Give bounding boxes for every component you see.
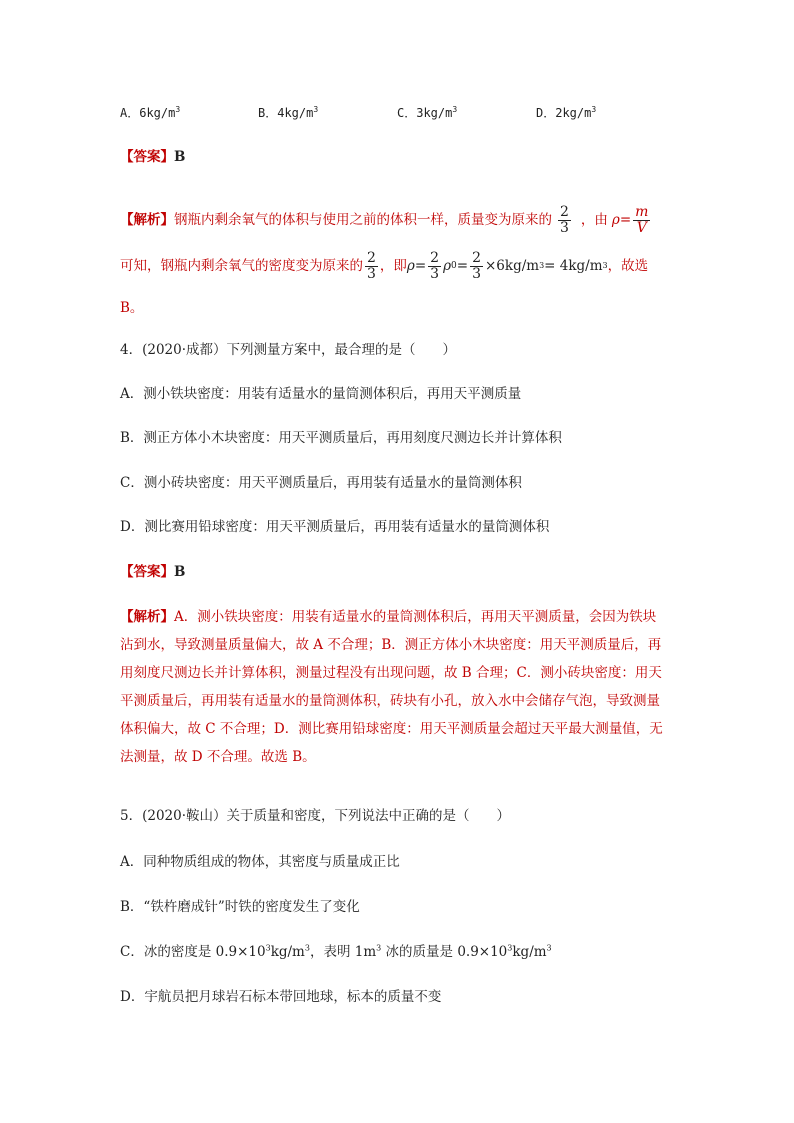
q4-analysis-line-5: 体积偏大，故 C 不合理；D．测比赛用铅球密度：用天平测质量会超过天平最大测量值，无 bbox=[120, 721, 663, 737]
q5-option-a: A．同种物质组成的物体，其密度与质量成正比 bbox=[120, 854, 400, 870]
q5-option-d: D．宇航员把月球岩石标本带回地球，标本的质量不变 bbox=[120, 989, 442, 1005]
q3-option-a: A．$6kg/m^3$ bbox=[120, 105, 181, 120]
q5-option-b: B．“铁杵磨成针”时铁的密度发生了变化 bbox=[120, 899, 360, 915]
q3-option-c: C．$3kg/m^3$ bbox=[397, 105, 458, 120]
q4-analysis-line-2: 沾到水，导致测量质量偏大，故 A 不合理；B．测正方体小木块密度：用天平测质量后，再 bbox=[120, 637, 662, 653]
q4-analysis-line-3: 用刻度尺测边长并计算体积，测量过程没有出现问题，故 B 合理；C．测小砖块密度：用天 bbox=[120, 665, 662, 681]
q4-option-c: C．测小砖块密度：用天平测质量后，再用装有适量水的量筒测体积 bbox=[120, 475, 522, 491]
q4-answer: 【答案】B bbox=[120, 564, 186, 580]
q4-option-a: A．测小铁块密度：用装有适量水的量筒测体积后，再用天平测质量 bbox=[120, 386, 522, 402]
q3-analysis-line-3: B。 bbox=[120, 300, 144, 316]
q3-option-d: D．$2kg/m^3$ bbox=[536, 105, 597, 120]
q3-option-b: B．$4kg/m^3$ bbox=[258, 105, 319, 120]
q4-option-d: D．测比赛用铅球密度：用天平测质量后，再用装有适量水的量筒测体积 bbox=[120, 519, 550, 535]
fraction-two-thirds: $\frac{2}{3}$ bbox=[367, 249, 376, 282]
q4-analysis-line-1: 【解析】A．测小铁块密度：用装有适量水的量筒测体积后，再用天平测质量，会因为铁块 bbox=[120, 609, 657, 625]
q4-analysis-line-4: 平测质量后，再用装有适量水的量筒测体积，砖块有小孔，放入水中会储存气泡，导致测量 bbox=[120, 693, 660, 709]
q3-analysis-line-2: 可知，钢瓶内剩余氧气的密度变为原来的 $\frac{2}{3}$ ，即 ρ = $\frac{2}{3}$ ρ 0 = $\frac{2}{3}$ ×6kg/m 3 = 4kg/m 3 ，故选 bbox=[120, 249, 649, 282]
q4-option-b: B．测正方体小木块密度：用天平测质量后，再用刻度尺测边长并计算体积 bbox=[120, 430, 562, 446]
fraction-m-over-v: $\frac{m}{V}$ bbox=[635, 203, 649, 236]
q4-analysis-line-6: 法测量，故 D 不合理。故选 B。 bbox=[120, 749, 316, 765]
density-equation: ρ = $\frac{2}{3}$ ρ 0 = $\frac{2}{3}$ ×6kg/m 3 = 4kg/m 3 bbox=[406, 249, 608, 282]
q4-stem: 4．(2020·成都）下列测量方案中，最合理的是（ ） bbox=[120, 342, 457, 358]
q5-option-c: C．冰的密度是 $0.9\times 10^3kg/m^3$，表明 $1m^3$ 冰的质量是 $0.9\times 10^3kg/m^3$ bbox=[120, 943, 552, 960]
q5-stem: 5．(2020·鞍山）关于质量和密度，下列说法中正确的是（ ） bbox=[120, 808, 511, 824]
q3-answer: 【答案】B bbox=[120, 149, 186, 165]
fraction-two-thirds: $\frac{2}{3}$ bbox=[560, 203, 569, 236]
q3-analysis-line-1: 【解析】 钢瓶内剩余氧气的体积与使用之前的体积一样，质量变为原来的 $\frac{2}{3}$ ，由 ρ= $\frac{m}{V}$ bbox=[120, 203, 649, 236]
